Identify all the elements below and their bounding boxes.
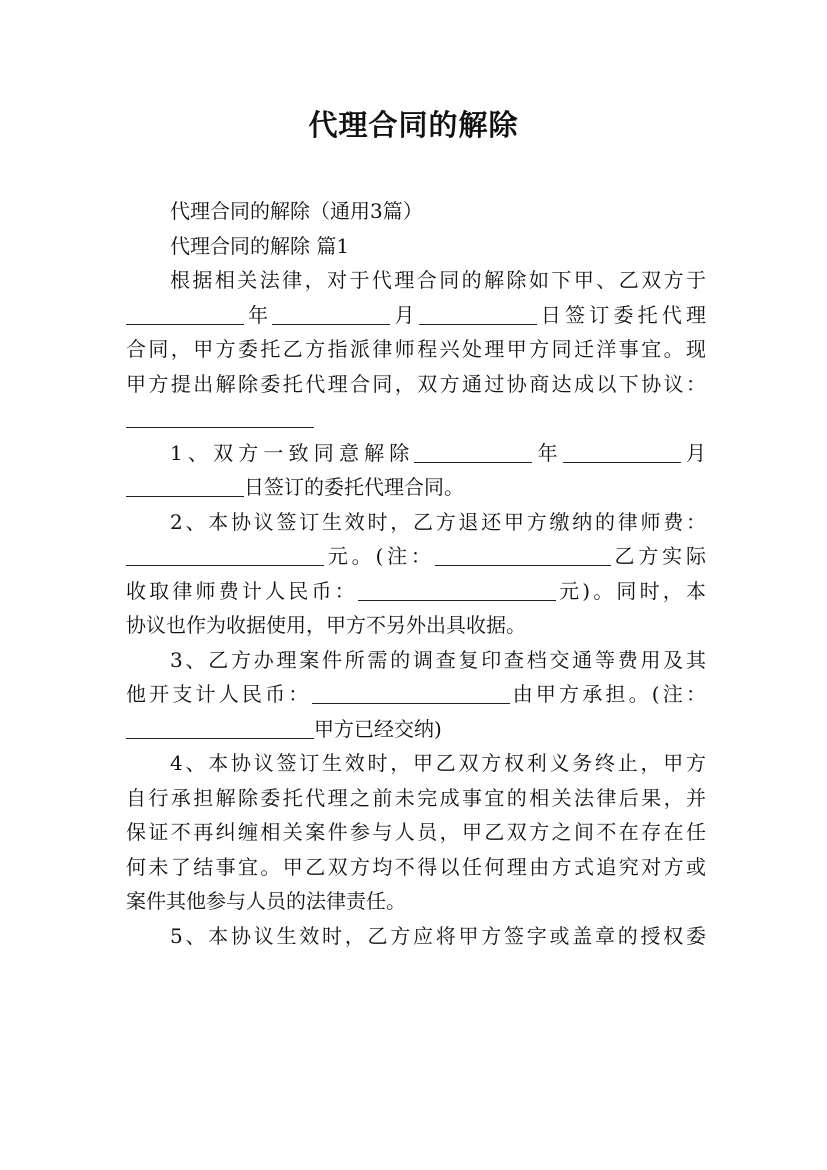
fill-blank[interactable] [435, 543, 611, 566]
clause-3-cont: 甲方已经交纳) [126, 712, 706, 747]
page-title: 代理合同的解除 [308, 108, 519, 142]
clause-1: 1、双方一致同意解除 年 月 [170, 440, 707, 465]
document-body [126, 194, 706, 953]
clause-5: 5、本协议生效时，乙方应将甲方签字或盖章的授权委 [170, 923, 706, 948]
paragraph-line: 根据相关法律，对于代理合同的解除如下甲、乙双方于 [170, 268, 706, 292]
clause-4-cont: 何未了结事宜。甲乙双方均不得以任何理由方式追究对方或 [126, 854, 706, 879]
clause-4-cont: 案件其他参与人员的法律责任。 [126, 889, 406, 913]
clause-2: 2、本协议签订生效时，乙方退还甲方缴纳的律师费： [170, 509, 706, 534]
clause-2-cont: 收取律师费计人民币： 元)。同时，本 [126, 578, 706, 603]
document-subtitle: 代理合同的解除（通用3篇） [170, 199, 423, 223]
clause-3-cont: 他开支计人民币： 由甲方承担。(注： [126, 682, 706, 706]
clause-4-cont: 保证不再纠缠相关案件参与人员，甲乙双方之间不在存在任 [126, 820, 706, 844]
fill-blank[interactable] [272, 302, 390, 325]
part-heading: 代理合同的解除 篇1 [170, 233, 350, 258]
fill-blank[interactable] [312, 681, 510, 704]
fill-blank[interactable] [126, 405, 314, 428]
paragraph-line: 年 月 日签订委托代理 [126, 298, 706, 333]
clause-3: 3、乙方办理案件所需的调查复印查档交通等费用及其 [170, 647, 706, 672]
clause-4: 4、本协议签订生效时，甲乙双方权利义务终止，甲方 [170, 751, 706, 775]
clause-2-cont: 元。(注： 乙方实际 [126, 539, 706, 574]
clause-4-cont: 自行承担解除委托代理之前未完成事宜的相关法律后果，并 [126, 785, 706, 810]
clause-2-cont: 协议也作为收据使用，甲方不另外出具收据。 [126, 613, 526, 637]
fill-blank[interactable] [126, 302, 244, 325]
fill-blank[interactable] [126, 474, 244, 497]
fill-blank[interactable] [358, 578, 556, 601]
fill-blank[interactable] [419, 302, 537, 325]
fill-blank[interactable] [414, 440, 532, 463]
fill-blank[interactable] [126, 543, 324, 566]
fill-blank[interactable] [563, 440, 681, 463]
fill-blank[interactable] [126, 716, 314, 739]
paragraph-line [126, 401, 706, 436]
paragraph-line: 合同，甲方委托乙方指派律师程兴处理甲方同迁洋事宜。现 [126, 337, 706, 361]
paragraph-line: 甲方提出解除委托代理合同，双方通过协商达成以下协议： [126, 371, 706, 396]
clause-1-cont: 日签订的委托代理合同。 [126, 470, 706, 505]
